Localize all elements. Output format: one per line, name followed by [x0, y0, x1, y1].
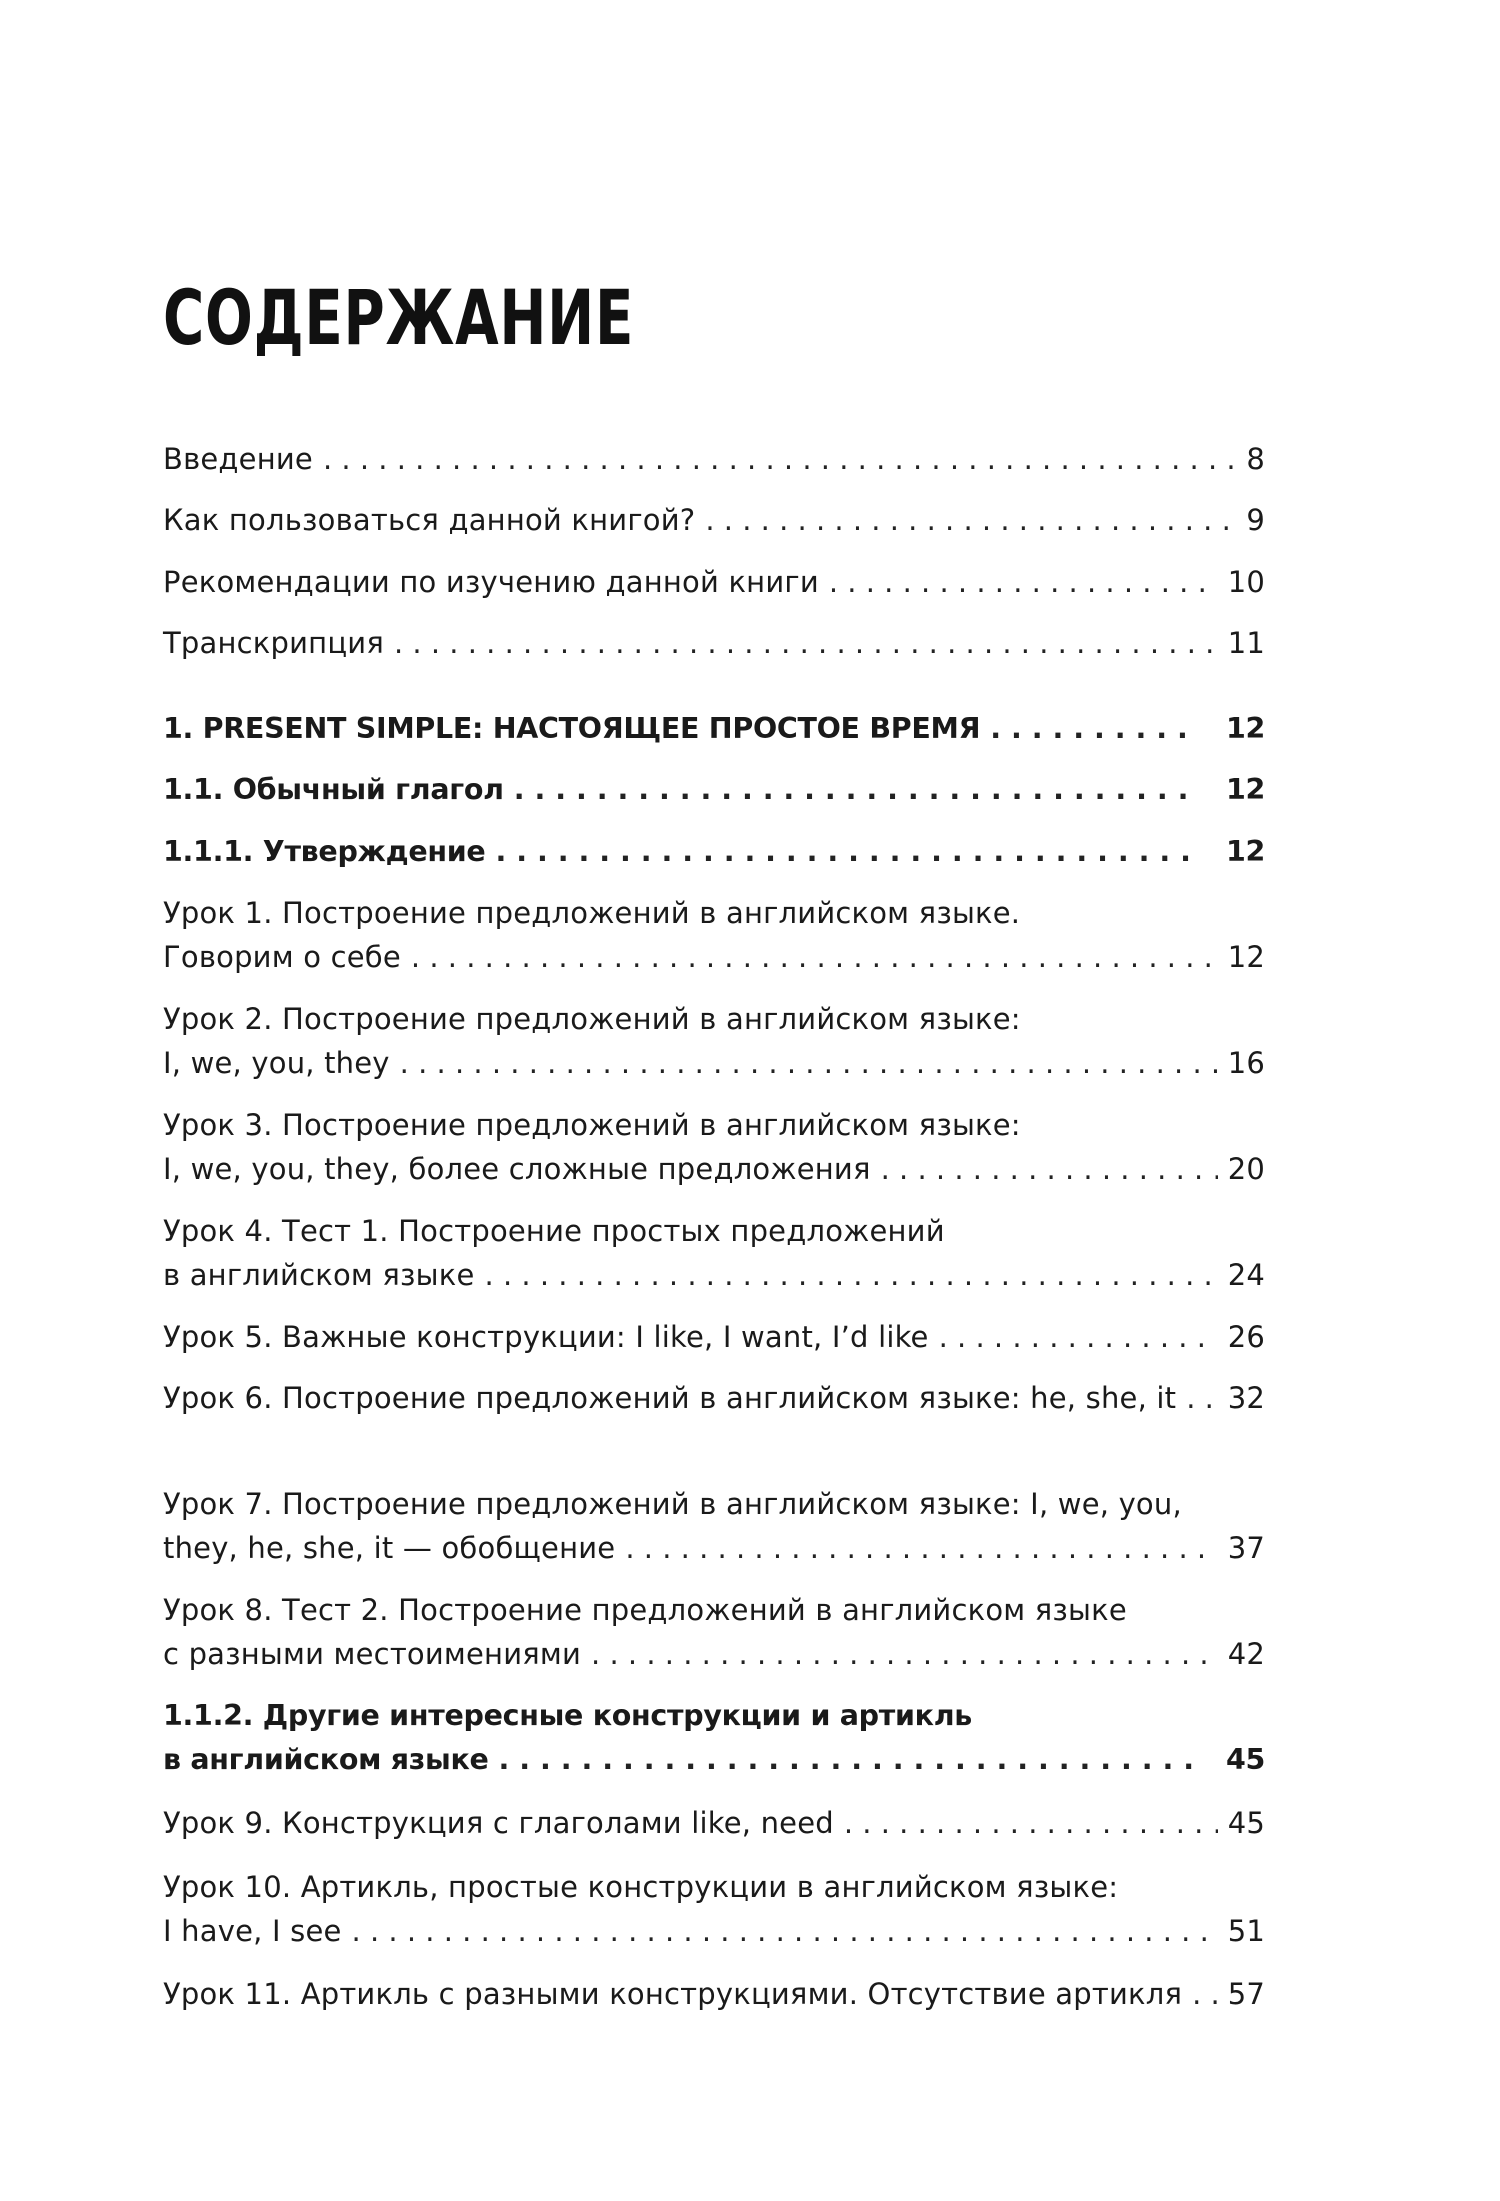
dot-leader [1186, 1376, 1217, 1420]
toc-page-number: 10 [1227, 565, 1265, 599]
table-of-contents [163, 0, 1265, 2201]
toc-page-number: 57 [1227, 1977, 1265, 2011]
toc-page-number: 51 [1227, 1914, 1265, 1948]
toc-entry-line [163, 891, 1265, 935]
toc-entry [163, 1482, 1265, 1570]
toc-entry [163, 1694, 1265, 1782]
toc-entry-text: Урок 4. Тест 1. Построение простых предложений [163, 1214, 945, 1248]
toc-entry [163, 1209, 1265, 1297]
toc-entry-text: Урок 1. Построение предложений в английском языке. [163, 896, 1021, 930]
toc-entry-text: 1. PRESENT SIMPLE: НАСТОЯЩЕЕ ПРОСТОЕ ВРЕМЯ [163, 712, 981, 745]
toc-entry [163, 437, 1265, 481]
dot-leader [625, 1526, 1217, 1570]
toc-entry-text: с разными местоимениями [163, 1637, 582, 1671]
toc-page-number: 8 [1246, 442, 1265, 476]
toc-entry [163, 1376, 1265, 1420]
toc-page-number: 12 [1225, 773, 1265, 806]
toc-entry-text: в английском языке [163, 1258, 475, 1292]
toc-page-number: 11 [1227, 626, 1265, 660]
dot-leader [591, 1632, 1218, 1676]
toc-entry-text: Урок 6. Построение предложений в английском языке: he, she, it [163, 1381, 1177, 1415]
dot-leader [495, 830, 1197, 874]
dot-leader [990, 707, 1198, 751]
toc-entry [163, 1588, 1265, 1676]
toc-entry [163, 768, 1265, 812]
toc-entry [163, 891, 1265, 979]
toc-entry-line [163, 1147, 1265, 1191]
toc-entry-line [163, 560, 1265, 604]
toc-entry [163, 707, 1265, 751]
toc-entry-text: Транскрипция [163, 626, 384, 660]
toc-entry-text: Урок 5. Важные конструкции: I like, I want, I’d like [163, 1320, 929, 1354]
toc-entry-text: Как пользоваться данной книгой? [163, 503, 696, 537]
toc-page-number: 45 [1225, 1743, 1265, 1776]
toc-entry-text: they, he, she, it — обобщение [163, 1531, 616, 1565]
toc-page-number: 42 [1227, 1637, 1265, 1671]
toc-entry-line [163, 1801, 1265, 1845]
toc-page-number: 24 [1227, 1258, 1265, 1292]
toc-page-number: 12 [1225, 835, 1265, 868]
toc-page-number: 12 [1227, 940, 1265, 974]
toc-entry-line [163, 935, 1265, 979]
dot-leader [411, 935, 1218, 979]
toc-entry-line [163, 1694, 1265, 1738]
toc-entry-line [163, 1738, 1265, 1782]
toc-entry [163, 997, 1265, 1085]
toc-entry-line [163, 768, 1265, 812]
toc-entry-line [163, 1376, 1265, 1420]
toc-entry-text: Урок 11. Артикль с разными конструкциями. Отсутствие артикля [163, 1977, 1183, 2011]
toc-entry-text: I, we, you, they, более сложные предложения [163, 1152, 871, 1186]
toc-entry [163, 560, 1265, 604]
toc-entry-line [163, 498, 1265, 542]
toc-entry-text: Урок 7. Построение предложений в английском языке: I, we, you, [163, 1487, 1182, 1521]
toc-entry-line [163, 997, 1265, 1041]
toc-entry-text: Урок 3. Построение предложений в английском языке: [163, 1108, 1021, 1142]
toc-entry-text: 1.1.2. Другие интересные конструкции и артикль [163, 1699, 972, 1732]
book-page [163, 0, 1265, 2201]
dot-leader [400, 1041, 1218, 1085]
toc-entry-text: Введение [163, 442, 313, 476]
toc-entry [163, 498, 1265, 542]
toc-entry-text: 1.1. Обычный глагол [163, 773, 504, 806]
dot-leader [881, 1147, 1218, 1191]
toc-entry-line [163, 830, 1265, 874]
toc-entry-text: Урок 8. Тест 2. Построение предложений в английском языке [163, 1593, 1127, 1627]
dot-leader [1192, 1972, 1218, 2016]
toc-entry-line [163, 1588, 1265, 1632]
toc-page-number: 45 [1227, 1806, 1265, 1840]
dot-leader [844, 1801, 1218, 1845]
toc-entry-text: в английском языке [163, 1743, 489, 1776]
dot-leader [352, 1909, 1218, 1953]
toc-entry [163, 1103, 1265, 1191]
dot-leader [829, 560, 1218, 604]
toc-page-number: 16 [1227, 1046, 1265, 1080]
toc-entry-line [163, 1103, 1265, 1147]
toc-entry-line [163, 1632, 1265, 1676]
toc-entry-line [163, 1865, 1265, 1909]
page-title: СОДЕРЖАНИЕ [163, 273, 635, 362]
dot-leader [499, 1738, 1198, 1782]
toc-entry-line [163, 1972, 1265, 2016]
toc-entry-text: I, we, you, they [163, 1046, 390, 1080]
toc-page-number: 12 [1225, 712, 1265, 745]
toc-entry [163, 1865, 1265, 1953]
dot-leader [485, 1253, 1218, 1297]
toc-entry-line [163, 1526, 1265, 1570]
toc-entry-line [163, 437, 1265, 481]
toc-entry-line [163, 1253, 1265, 1297]
toc-page-number: 20 [1227, 1152, 1265, 1186]
toc-page-number: 26 [1227, 1320, 1265, 1354]
dot-leader [514, 768, 1198, 812]
toc-page-number: 37 [1227, 1531, 1265, 1565]
toc-entry-text: I have, I see [163, 1914, 342, 1948]
toc-page-number: 9 [1246, 503, 1265, 537]
dot-leader [939, 1315, 1218, 1359]
toc-entry [163, 1315, 1265, 1359]
toc-entry-text: 1.1.1. Утверждение [163, 835, 486, 868]
toc-page-number: 32 [1227, 1381, 1265, 1415]
toc-entry [163, 1801, 1265, 1845]
toc-entry [163, 621, 1265, 665]
dot-leader [705, 498, 1236, 542]
toc-entry-text: Урок 10. Артикль, простые конструкции в английском языке: [163, 1870, 1119, 1904]
toc-entry [163, 830, 1265, 874]
dot-leader [394, 621, 1218, 665]
toc-entry-text: Говорим о себе [163, 940, 401, 974]
toc-entry-text: Рекомендации по изучению данной книги [163, 565, 819, 599]
toc-entry-line [163, 1909, 1265, 1953]
toc-entry-line [163, 1041, 1265, 1085]
toc-entry-line [163, 1482, 1265, 1526]
toc-entry-line [163, 1209, 1265, 1253]
dot-leader [323, 437, 1236, 481]
toc-entry-line [163, 707, 1265, 751]
toc-entry-text: Урок 9. Конструкция с глаголами like, need [163, 1806, 834, 1840]
toc-entry [163, 1972, 1265, 2016]
toc-entry-line [163, 1315, 1265, 1359]
toc-entry-text: Урок 2. Построение предложений в английском языке: [163, 1002, 1021, 1036]
toc-entry-line [163, 621, 1265, 665]
